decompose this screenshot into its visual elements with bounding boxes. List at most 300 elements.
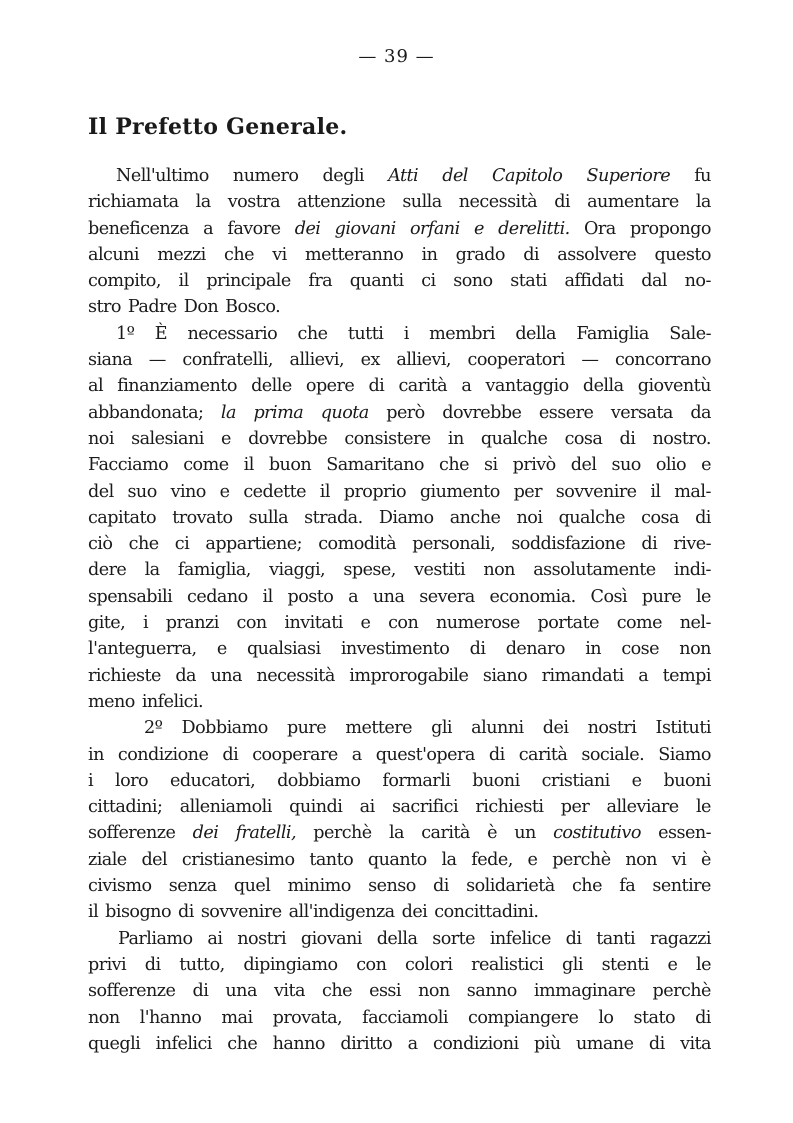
word: e xyxy=(219,481,230,502)
word: quanti xyxy=(349,271,404,292)
word: sentire xyxy=(652,876,711,897)
word: non xyxy=(625,849,657,870)
word: proprio xyxy=(343,481,407,502)
word: che xyxy=(224,244,254,265)
word: Istituti xyxy=(655,718,711,739)
word: in xyxy=(585,639,602,660)
italic-word: la xyxy=(220,402,236,423)
word: finanziamento xyxy=(117,376,237,397)
text-line xyxy=(88,715,711,741)
word: principale xyxy=(206,271,291,292)
word: È xyxy=(154,323,168,344)
text-line xyxy=(88,294,711,320)
word: il xyxy=(243,455,254,476)
word: comodità xyxy=(318,534,397,555)
word: non xyxy=(679,639,711,660)
word: — xyxy=(581,350,599,371)
word: gli xyxy=(431,718,452,739)
word: quel xyxy=(233,876,271,897)
word: buon xyxy=(268,455,312,476)
word: che xyxy=(572,876,602,897)
text-line xyxy=(88,400,711,426)
word: anche xyxy=(449,507,501,528)
word: pure xyxy=(641,586,682,607)
word: il xyxy=(88,902,99,923)
text-line xyxy=(88,163,711,189)
word: personali, xyxy=(412,534,496,555)
word: giovani xyxy=(300,928,362,949)
word: richiesti xyxy=(475,797,544,818)
word: tempi xyxy=(662,665,711,686)
word: fa xyxy=(619,876,636,897)
word: di xyxy=(368,376,385,397)
italic-word: del xyxy=(442,166,468,186)
word: essi xyxy=(369,981,401,1002)
word: perchè xyxy=(313,823,372,844)
word: con xyxy=(356,954,387,975)
word: provata, xyxy=(272,1007,343,1028)
italic-word: dei xyxy=(294,218,321,239)
word: Siamo xyxy=(658,744,711,765)
word: del xyxy=(570,455,597,476)
word: carità xyxy=(398,376,448,397)
word: delle xyxy=(251,376,292,397)
word: cristianesimo xyxy=(181,849,295,870)
word: ci xyxy=(421,271,436,292)
word: favore xyxy=(227,218,281,239)
text-line xyxy=(88,820,711,846)
italic-word: costitutivo xyxy=(553,823,641,844)
word: sofferenze xyxy=(88,981,176,1002)
text-line xyxy=(88,794,711,820)
word: è xyxy=(487,823,498,844)
word: del xyxy=(141,849,168,870)
word: un xyxy=(514,823,536,844)
word: consistere xyxy=(344,428,431,449)
word: Parliamo xyxy=(118,928,193,949)
word: cedette xyxy=(243,481,306,502)
text-line xyxy=(88,610,711,636)
word: da xyxy=(690,402,711,423)
page-number: — 39 — xyxy=(358,46,435,67)
word: sulla xyxy=(402,192,442,213)
word: vita xyxy=(680,1033,711,1054)
word: dei xyxy=(542,718,569,739)
word: spese, xyxy=(343,560,396,581)
text-line xyxy=(88,873,711,899)
word: vi xyxy=(272,244,287,265)
word: il xyxy=(178,271,189,292)
word: Dobbiamo xyxy=(181,718,268,739)
word: sanno xyxy=(466,981,517,1002)
word: a xyxy=(351,744,362,765)
word: perchè xyxy=(652,981,711,1002)
word: diritto xyxy=(340,1033,393,1054)
word: la xyxy=(144,560,160,581)
word: 1º xyxy=(116,323,135,344)
word: grado xyxy=(455,244,505,265)
word: viaggi, xyxy=(269,560,326,581)
word: dei xyxy=(401,902,428,923)
word: ex xyxy=(360,350,380,371)
word: a xyxy=(461,376,472,397)
word: e xyxy=(631,770,642,791)
word: vino xyxy=(170,481,206,502)
word: privò xyxy=(512,455,556,476)
word: hanno xyxy=(272,1033,325,1054)
word: alcuni xyxy=(88,244,139,265)
word: una xyxy=(210,665,242,686)
word: di xyxy=(648,1033,665,1054)
word: Diamo xyxy=(378,507,434,528)
word: lo xyxy=(598,1007,614,1028)
word: investimento xyxy=(340,639,450,660)
word: noi xyxy=(88,428,114,449)
word: concittadini. xyxy=(434,902,539,923)
word: infelici xyxy=(155,1033,212,1054)
text-line xyxy=(88,847,711,873)
text-line xyxy=(88,321,711,347)
word: che xyxy=(322,981,352,1002)
word: sociale. xyxy=(581,744,645,765)
word: qualche xyxy=(558,507,626,528)
word: pure xyxy=(286,718,327,739)
word: siana xyxy=(88,350,133,371)
text-line xyxy=(88,952,711,978)
word: alleniamoli xyxy=(179,797,272,818)
word: abbandonata; xyxy=(88,402,204,423)
word: sono xyxy=(453,271,493,292)
word: i xyxy=(88,770,94,791)
word: tutto, xyxy=(179,954,225,975)
word: Nell'ultimo xyxy=(116,166,209,186)
text-line xyxy=(88,636,711,662)
word: dobbiamo xyxy=(277,770,361,791)
word: di xyxy=(554,192,570,213)
word: pranzi xyxy=(165,613,219,634)
word: stato xyxy=(633,1007,676,1028)
word: spensabili xyxy=(88,586,173,607)
word: beneficenza xyxy=(88,218,189,239)
word: però xyxy=(386,402,425,423)
word: minimo xyxy=(287,876,351,897)
word: privi xyxy=(88,954,127,975)
word: a xyxy=(638,665,649,686)
word: richiamata xyxy=(88,192,179,213)
word: alunni xyxy=(471,718,524,739)
word: propongo xyxy=(629,218,711,239)
word: che xyxy=(297,323,328,344)
word: condizioni xyxy=(432,1033,519,1054)
text-line xyxy=(88,531,711,557)
word: mai xyxy=(221,1007,253,1028)
word: allievi, xyxy=(396,350,451,371)
text-line xyxy=(88,505,711,531)
text-line xyxy=(88,768,711,794)
word: Padre xyxy=(127,297,177,318)
word: educatori, xyxy=(169,770,256,791)
word: rive- xyxy=(673,534,711,555)
word: le xyxy=(696,954,711,975)
text-line xyxy=(88,347,711,373)
word: di xyxy=(695,1007,711,1028)
text-line xyxy=(88,242,711,268)
word: degli xyxy=(322,166,364,186)
word: questo xyxy=(654,244,711,265)
word: di xyxy=(178,902,194,923)
word: di xyxy=(144,954,161,975)
word: buoni xyxy=(663,770,711,791)
word: di xyxy=(469,639,486,660)
word: dere xyxy=(88,560,127,581)
word: cosa xyxy=(564,428,603,449)
word: essen- xyxy=(658,823,711,844)
word: con xyxy=(388,613,419,634)
word: della xyxy=(515,323,556,344)
word: quest'opera xyxy=(375,744,475,765)
word: mal- xyxy=(674,481,711,502)
text-line xyxy=(88,1005,711,1031)
word: necessario xyxy=(187,323,278,344)
word: civismo xyxy=(88,876,152,897)
text-line xyxy=(88,268,711,294)
word: versata xyxy=(610,402,673,423)
word: per xyxy=(560,797,590,818)
word: condizione xyxy=(117,744,209,765)
word: più xyxy=(533,1033,561,1054)
word: ciò xyxy=(88,534,113,555)
word: il xyxy=(319,481,330,502)
word: necessità xyxy=(458,192,538,213)
word: a xyxy=(407,1033,418,1054)
word: stati xyxy=(510,271,547,292)
word: tanti xyxy=(596,928,636,949)
word: improrogabile xyxy=(349,665,469,686)
word: il xyxy=(650,481,661,502)
word: no- xyxy=(684,271,711,292)
word: indi- xyxy=(673,560,711,581)
word: gite, xyxy=(88,613,126,634)
word: quegli xyxy=(88,1033,141,1054)
word: Famiglia xyxy=(576,323,649,344)
word: fu xyxy=(694,166,711,186)
word: sacrifici xyxy=(391,797,459,818)
text-line xyxy=(88,373,711,399)
word: infelici. xyxy=(141,691,204,712)
word: posto xyxy=(287,586,334,607)
italic-word: derelitti. xyxy=(498,218,570,239)
word: siano xyxy=(482,665,528,686)
word: Ora xyxy=(584,218,616,239)
text-line xyxy=(88,452,711,478)
word: stenti xyxy=(601,954,649,975)
word: e xyxy=(221,428,231,449)
word: cosa xyxy=(641,507,679,528)
word: membri xyxy=(429,323,495,344)
word: una xyxy=(372,586,405,607)
word: e xyxy=(216,639,227,660)
word: mezzi xyxy=(157,244,206,265)
text-line xyxy=(88,978,711,1004)
section-title: Il Prefetto Generale. xyxy=(88,114,348,140)
word: realistici xyxy=(471,954,544,975)
word: non xyxy=(418,981,450,1002)
text-line xyxy=(88,216,711,242)
word: la xyxy=(388,823,404,844)
word: una xyxy=(225,981,257,1002)
word: denaro xyxy=(505,639,565,660)
word: della xyxy=(582,376,624,397)
word: in xyxy=(447,428,464,449)
word: buoni xyxy=(472,770,520,791)
italic-word: Superiore xyxy=(586,166,671,186)
word: a xyxy=(203,218,214,239)
word: come xyxy=(616,613,663,634)
word: infelice xyxy=(489,928,551,949)
word: sovvenire xyxy=(200,902,282,923)
word: facciamoli xyxy=(362,1007,448,1028)
text-line xyxy=(88,689,711,715)
word: suo xyxy=(611,455,641,476)
word: all'indigenza xyxy=(288,902,395,923)
word: non xyxy=(483,560,515,581)
word: olio xyxy=(655,455,687,476)
word: compiangere xyxy=(468,1007,579,1028)
word: per xyxy=(513,481,542,502)
word: qualsiasi xyxy=(246,639,321,660)
word: i xyxy=(142,613,149,634)
word: noi xyxy=(516,507,543,528)
word: immaginare xyxy=(533,981,636,1002)
italic-word: dei xyxy=(192,823,219,844)
italic-word: e xyxy=(473,218,484,239)
word: — xyxy=(148,350,166,371)
word: e xyxy=(527,849,538,870)
word: di xyxy=(523,244,540,265)
word: sorte xyxy=(432,928,475,949)
word: cedano xyxy=(187,586,248,607)
word: e xyxy=(360,613,371,634)
word: il xyxy=(262,586,273,607)
word: soddisfazione xyxy=(511,534,626,555)
word: carità xyxy=(518,744,568,765)
word: di xyxy=(565,928,582,949)
word: tanto xyxy=(309,849,354,870)
italic-word: prima xyxy=(253,402,304,423)
word: dovrebbe xyxy=(248,428,328,449)
word: la xyxy=(695,192,711,213)
word: nel- xyxy=(679,613,711,634)
word: attenzione xyxy=(297,192,386,213)
text-line xyxy=(88,557,711,583)
word: loro xyxy=(115,770,149,791)
word: vi xyxy=(671,849,687,870)
text-line xyxy=(88,584,711,610)
word: non xyxy=(88,1007,120,1028)
word: vostra xyxy=(227,192,281,213)
word: ragazzi xyxy=(649,928,711,949)
word: si xyxy=(484,455,498,476)
word: perchè xyxy=(552,849,611,870)
word: trovato xyxy=(172,507,233,528)
word: del xyxy=(88,481,114,502)
text-line xyxy=(88,663,711,689)
word: confratelli, xyxy=(182,350,273,371)
word: di xyxy=(641,534,658,555)
word: assolvere xyxy=(557,244,637,265)
word: che xyxy=(128,534,159,555)
italic-word: giovani xyxy=(334,218,396,239)
body-text xyxy=(88,163,711,1057)
word: ai xyxy=(207,928,223,949)
italic-word: orfani xyxy=(409,218,460,239)
word: Don xyxy=(183,297,219,318)
word: dipingiamo xyxy=(243,954,338,975)
word: l'hanno xyxy=(139,1007,202,1028)
word: ci xyxy=(174,534,190,555)
word: cristiani xyxy=(541,770,610,791)
word: metteranno xyxy=(304,244,404,265)
word: vestiti xyxy=(414,560,466,581)
italic-word: Atti xyxy=(388,166,419,186)
word: alleviare xyxy=(606,797,679,818)
word: Sale- xyxy=(669,323,711,344)
word: rimandati xyxy=(541,665,624,686)
word: che xyxy=(227,1033,258,1054)
word: dal xyxy=(641,271,668,292)
word: fede, xyxy=(471,849,513,870)
word: vantaggio xyxy=(485,376,569,397)
word: in xyxy=(88,744,104,765)
word: di xyxy=(695,507,711,528)
word: famiglia, xyxy=(177,560,251,581)
text-line xyxy=(88,742,711,768)
word: bisogno xyxy=(105,902,172,923)
word: da xyxy=(175,665,196,686)
word: cose xyxy=(621,639,660,660)
word: 2º xyxy=(144,718,163,739)
word: numerose xyxy=(435,613,520,634)
word: formarli xyxy=(382,770,451,791)
word: cooperatori xyxy=(467,350,565,371)
word: solidarietà xyxy=(466,876,555,897)
word: appartiene; xyxy=(205,534,303,555)
word: mettere xyxy=(345,718,412,739)
word: sovvenire xyxy=(555,481,637,502)
word: suo xyxy=(127,481,157,502)
word: umane xyxy=(575,1033,634,1054)
word: economia. xyxy=(489,586,576,607)
word: qualche xyxy=(480,428,548,449)
word: della xyxy=(376,928,418,949)
word: nostro. xyxy=(652,428,711,449)
word: concorrano xyxy=(614,350,711,371)
word: giumento xyxy=(419,481,500,502)
word: nostri xyxy=(237,928,287,949)
word: di xyxy=(433,876,449,897)
word: invitati xyxy=(284,613,343,634)
word: strada. xyxy=(304,507,363,528)
word: ai xyxy=(359,797,375,818)
word: che xyxy=(439,455,469,476)
word: salesiani xyxy=(131,428,204,449)
word: con xyxy=(236,613,267,634)
word: e xyxy=(667,954,678,975)
word: aumentare xyxy=(587,192,679,213)
word: portate xyxy=(537,613,599,634)
word: Così xyxy=(590,586,628,607)
word: capitato xyxy=(88,507,157,528)
